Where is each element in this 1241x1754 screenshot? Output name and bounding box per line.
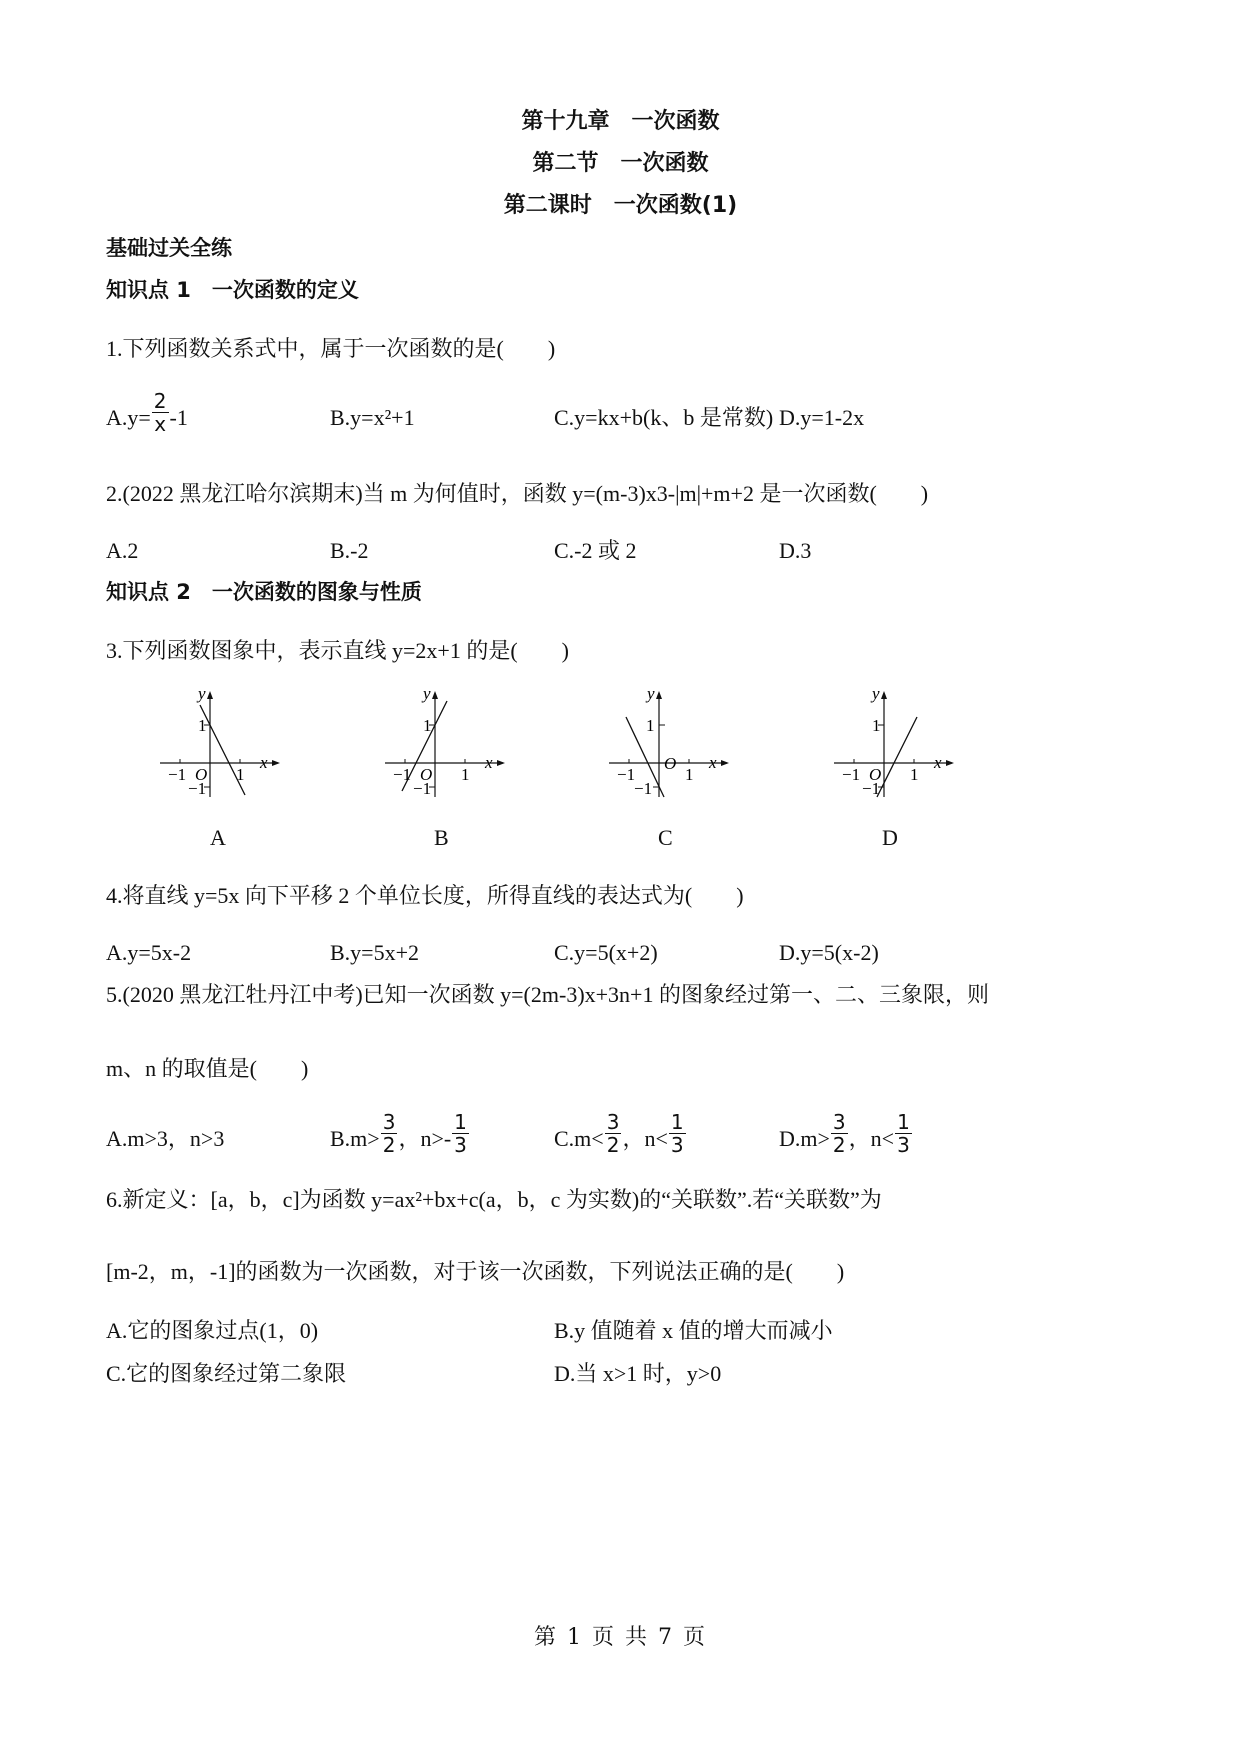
x-axis-label: x (934, 753, 942, 772)
x-axis-label: x (709, 753, 717, 772)
q1-option-b: B.y=x²+1 (330, 405, 415, 430)
graph-d[interactable] (829, 685, 959, 800)
q5-b-fraction-2 (452, 1111, 469, 1156)
x-tick-neg1: −1 (168, 765, 187, 784)
q4-stem: 4.将直线 y=5x 向下平移 2 个单位长度，所得直线的表达式为( ) (106, 883, 744, 908)
q4-option-b: B.y=5x+2 (330, 940, 419, 965)
graph-a[interactable] (155, 685, 285, 800)
y-tick-neg1: −1 (188, 779, 207, 798)
q5-b-prefix: B.m> (330, 1126, 380, 1151)
knowledge-point-2: 知识点 2 一次函数的图象与性质 (106, 580, 422, 604)
y-axis-label: y (647, 685, 655, 703)
denominator: 3 (897, 1133, 910, 1158)
q1-option-d: D.y=1-2x (779, 405, 865, 430)
x-tick-neg1: −1 (393, 765, 412, 784)
q2-option-b: B.-2 (330, 538, 369, 563)
q1-a-denominator: x (154, 412, 167, 437)
q4-option-c: C.y=5(x+2) (554, 940, 658, 965)
y-tick-neg1: −1 (862, 779, 881, 798)
origin-label: O (664, 754, 677, 773)
x-tick-neg1: −1 (617, 765, 636, 784)
q1-option-a (106, 389, 188, 437)
section-title: 第二节 一次函数 (532, 151, 709, 176)
graph-c[interactable] (604, 685, 734, 800)
denominator: 3 (454, 1133, 467, 1158)
x-tick-1: 1 (685, 765, 694, 784)
lesson-title: 第二课时 一次函数(1) (503, 193, 738, 218)
origin-label: O (869, 765, 882, 784)
page-footer: 第 1 页 共 7 页 (534, 1625, 707, 1650)
y-axis-label: y (198, 685, 206, 703)
x-axis-label: x (260, 753, 268, 772)
numerator: 1 (670, 1110, 684, 1135)
q6-option-c: C.它的图象经过第二象限 (106, 1361, 347, 1386)
q5-d-fraction-1 (831, 1111, 848, 1156)
q5-b-middle: ，n>- (398, 1126, 452, 1151)
q5-stem-line2: m、n 的取值是( ) (106, 1056, 309, 1081)
graph-d-caption[interactable]: D (882, 825, 898, 850)
q2-option-d: D.3 (779, 538, 812, 563)
q5-c-middle: ，n< (622, 1126, 668, 1151)
q3-stem: 3.下列函数图象中，表示直线 y=2x+1 的是( ) (106, 638, 569, 663)
x-tick-neg1: −1 (842, 765, 861, 784)
q5-d-prefix: D.m> (779, 1126, 830, 1151)
y-tick-neg1: −1 (634, 779, 653, 798)
q5-c-fraction-2 (669, 1111, 686, 1156)
numerator: 1 (897, 1110, 910, 1135)
q6-stem-line2: [m-2，m，-1]的函数为一次函数，对于该一次函数，下列说法正确的是( ) (106, 1259, 845, 1284)
y-tick-1: 1 (198, 716, 207, 735)
q1-stem: 1.下列函数关系式中，属于一次函数的是( ) (106, 336, 556, 361)
origin-label: O (195, 765, 208, 784)
numerator: 1 (454, 1110, 467, 1135)
q5-d-fraction-2 (895, 1111, 912, 1156)
q6-option-b: B.y 值随着 x 值的增大而减小 (554, 1318, 833, 1343)
graph-b[interactable] (380, 685, 510, 800)
q5-stem-line1: 5.(2020 黑龙江牡丹江中考)已知一次函数 y=(2m-3)x+3n+1 的图象经过第一、二、三象限，则 (106, 982, 989, 1007)
y-axis-label: y (872, 685, 880, 703)
q6-option-d: D.当 x>1 时，y>0 (554, 1361, 722, 1386)
q1-a-suffix: -1 (169, 405, 188, 430)
q1-option-c: C.y=kx+b(k、b 是常数) (554, 405, 774, 430)
q2-option-a: A.2 (106, 538, 139, 563)
chapter-title: 第十九章 一次函数 (521, 109, 720, 134)
graph-a-caption[interactable]: A (210, 825, 226, 850)
y-tick-1: 1 (423, 716, 432, 735)
graph-b-caption[interactable]: B (434, 825, 449, 850)
knowledge-point-1: 知识点 1 一次函数的定义 (106, 278, 359, 302)
x-axis-label: x (485, 753, 493, 772)
denominator: 2 (832, 1133, 846, 1158)
x-tick-1: 1 (910, 765, 919, 784)
x-tick-1: 1 (461, 765, 470, 784)
numerator: 3 (606, 1110, 620, 1135)
y-tick-neg1: −1 (413, 779, 432, 798)
q6-stem-line1: 6.新定义：[a，b，c]为函数 y=ax²+bx+c(a，b，c 为实数)的“关联数”.若“关联数”为 (106, 1187, 882, 1212)
q5-option-c (554, 1110, 687, 1158)
origin-label: O (420, 765, 433, 784)
q2-option-c: C.-2 或 2 (554, 538, 637, 563)
numerator: 3 (832, 1110, 846, 1135)
q5-c-prefix: C.m< (554, 1126, 604, 1151)
y-tick-1: 1 (872, 716, 881, 735)
q5-c-fraction-1 (605, 1111, 622, 1156)
q5-option-b (330, 1110, 470, 1158)
numerator: 3 (382, 1110, 396, 1135)
q5-b-fraction-1 (381, 1111, 398, 1156)
denominator: 2 (606, 1133, 620, 1158)
q5-option-d (779, 1110, 913, 1158)
x-tick-1: 1 (236, 765, 245, 784)
practice-heading: 基础过关全练 (106, 236, 232, 260)
denominator: 2 (382, 1133, 396, 1158)
y-tick-1: 1 (646, 716, 655, 735)
q1-a-numerator: 2 (153, 389, 167, 414)
q5-option-a: A.m>3，n>3 (106, 1126, 225, 1151)
y-axis-label: y (423, 685, 431, 703)
denominator: 3 (670, 1133, 684, 1158)
graph-c-caption[interactable]: C (658, 825, 673, 850)
q2-stem: 2.(2022 黑龙江哈尔滨期末)当 m 为何值时，函数 y=(m-3)x3-|m|+m+2 是一次函数( ) (106, 481, 929, 506)
q6-option-a: A.它的图象过点(1，0) (106, 1318, 319, 1343)
q1-a-prefix: A.y= (106, 405, 151, 430)
q5-d-middle: ，n< (848, 1126, 895, 1151)
q1-a-fraction (152, 390, 169, 435)
q4-option-d: D.y=5(x-2) (779, 940, 879, 965)
q4-option-a: A.y=5x-2 (106, 940, 192, 965)
